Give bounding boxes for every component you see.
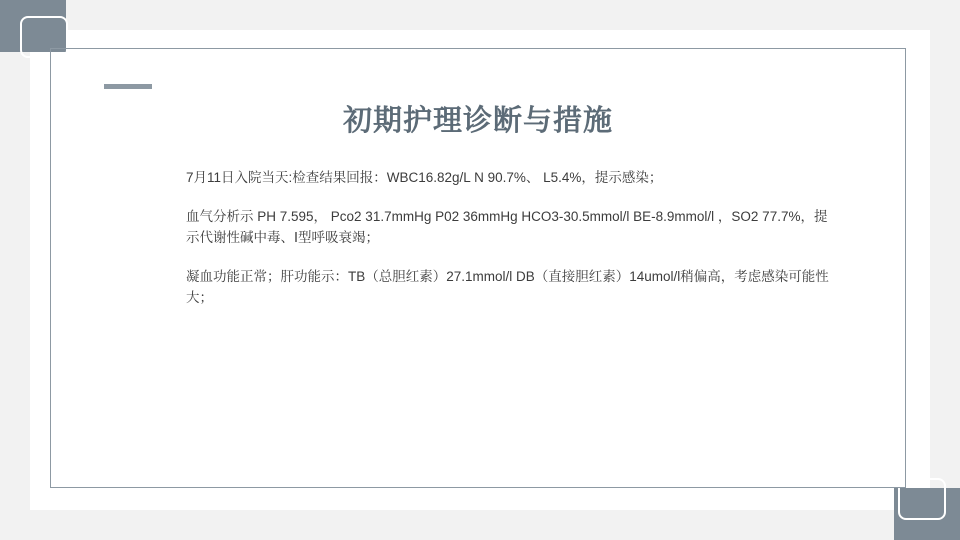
accent-dash xyxy=(104,84,152,89)
body-paragraph-3: 凝血功能正常；肝功能示：TB（总胆红素）27.1mmol/l DB（直接胆红素）14umol/l稍偏高，考虑感染可能性大； xyxy=(186,268,829,305)
page-title: 初期护理诊断与措施 xyxy=(342,105,613,137)
body-text-block xyxy=(186,168,836,309)
body-paragraph-1: 7月11日入院当天:检查结果回报：WBC16.82g/L N 90.7%、 L5.4%，提示感染； xyxy=(186,170,663,185)
body-paragraph-2: 血气分析示 PH 7.595， Pco2 31.7mmHg P02 36mmHg HCO3-30.5mmol/l BE-8.9mmol/l ，SO2 77.7%，提示代谢性碱中毒、Ⅰ型呼吸衰竭； xyxy=(186,208,828,245)
